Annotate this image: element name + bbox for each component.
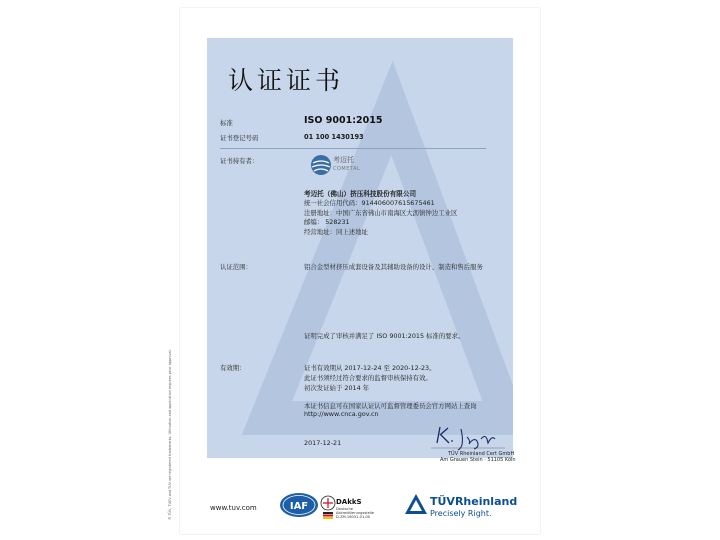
footer-url-link[interactable]: www.tuv.com [210, 504, 257, 512]
issuer-name: TÜV Rheinland Cert GmbH [448, 451, 515, 457]
dakks-sub-line-3: D-ZM-16031-01-00 [336, 515, 371, 519]
holder-address: 注册地址：中国广东省佛山市南海区大沥镇钟边工业区 [304, 209, 458, 217]
signature [425, 421, 510, 453]
svg-text:IAF: IAF [289, 501, 309, 512]
standard-label: 标准 [220, 119, 233, 127]
dakks-sub-line-1: Deutsche [336, 507, 354, 511]
issuer-address: Am Grauen Stein · 51105 Köln [440, 457, 516, 463]
certificate-page [180, 8, 540, 534]
tuv-triangle-icon [404, 492, 428, 516]
company-logo [310, 154, 380, 182]
dakks-sub-line-2: Akkreditierungsstelle [336, 511, 375, 515]
certificate-title: 认证证书 [228, 66, 345, 95]
reg-label: 证书登记号码 [220, 134, 259, 142]
triangle-watermark [207, 38, 513, 458]
tuv-brand-name: TÜVRheinland [430, 495, 518, 508]
holder-label: 证书持有者： [220, 157, 259, 165]
dakks-subtitle [336, 507, 374, 519]
info-link[interactable]: http://www.cnca.gov.cn [304, 410, 379, 418]
validity-line-2: 此证书须经过符合要求的监督审核保持有效。 [304, 374, 432, 382]
holder-business-address: 经营地址：同上述地址 [304, 228, 368, 236]
holder-credit-code: 统一社会信用代码：914406007615675461 [304, 199, 435, 207]
validity-line-3: 初次发证始于 2014 年 [304, 384, 370, 392]
holder-postcode: 邮编： 528231 [304, 218, 350, 226]
validity-label: 有效期： [220, 364, 246, 372]
dakks-name: DAkkS [336, 498, 362, 506]
reg-value: 01 100 1430193 [304, 133, 364, 141]
info-line-1: 本证书信息可在国家认证认可监督管理委员会官方网站上查询 [304, 402, 477, 410]
logo-en-text: COMETAL [333, 166, 361, 172]
globe-icon [310, 154, 332, 176]
issue-date: 2017-12-21 [304, 439, 342, 447]
trademark-side-note: ® TÜV, TUEV and TUV are registered trademarks. Utilisation and application requires prior approval. [168, 349, 172, 520]
divider [220, 148, 486, 149]
holder-name: 考迈托（佛山）挤压科技股份有限公司 [304, 190, 417, 198]
logo-cn-text: 考迈托 [333, 156, 354, 164]
scope-value: 铝合金型材挤压成套设备及其辅助设备的设计、制造和售后服务 [304, 263, 483, 271]
tuv-slogan: Precisely Right. [430, 509, 492, 518]
scope-label: 认证范围： [220, 263, 252, 271]
standard-value: ISO 9001:2015 [304, 115, 383, 126]
compliance-statement: 证明完成了审核并满足了 ISO 9001:2015 标准的要求。 [304, 332, 465, 340]
iaf-logo [278, 492, 320, 518]
validity-line-1: 证书有效期从 2017-12-24 至 2020-12-23。 [304, 364, 436, 372]
